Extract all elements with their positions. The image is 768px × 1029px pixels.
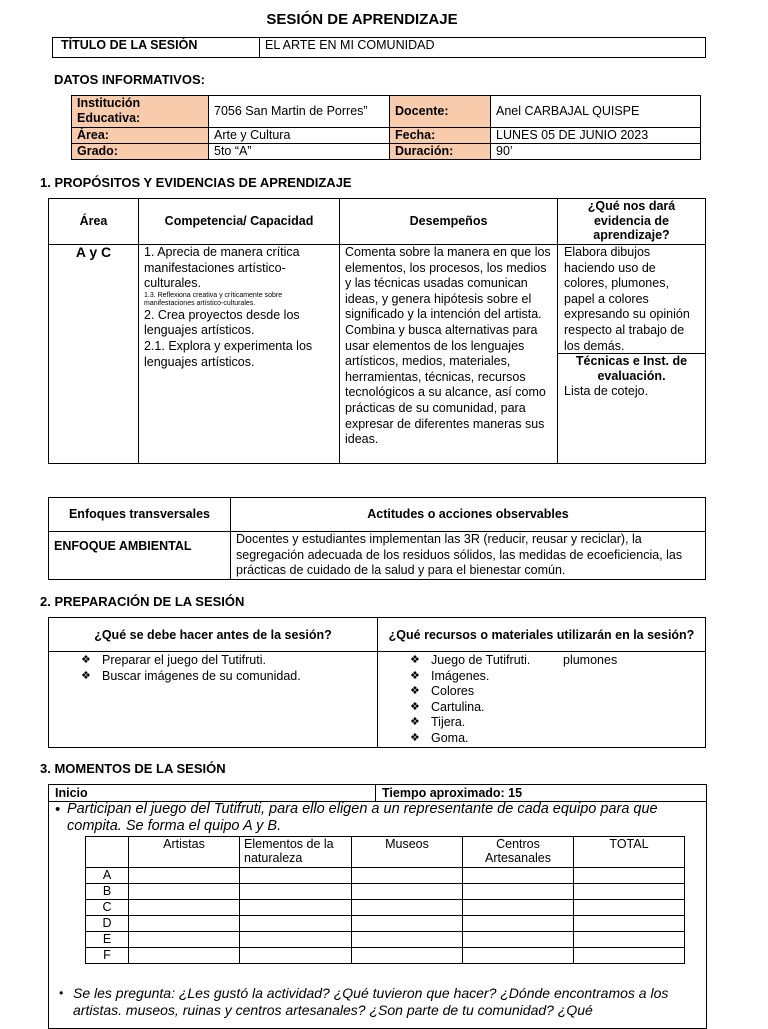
desempenos-cell [340,245,558,464]
paragraph-2: Se les pregunta: ¿Les gustó la actividad? ¿Qué tuvieron que hacer? ¿Dónde encontramos a los artistas. museos, ruinas y centros artesanales? ¿Son parte de tu comunidad? ¿Qué [73,985,669,1018]
table-row: F [86,948,685,964]
momentos-box [48,784,707,1029]
competencia-cell [139,245,340,464]
duracion-value: 90’ [491,144,701,160]
list-item: ❖ Tijera. [410,715,466,730]
session-title-label: TÍTULO DE LA SESIÓN [53,38,260,58]
tutifruti-grid [85,836,685,964]
inicio-label: Inicio [55,786,88,800]
tiempo-label: Tiempo aproximado: 15 [382,786,523,800]
inicio-divider [375,785,376,801]
diamond-bullet-icon: ❖ [81,669,91,682]
table-row: B [86,884,685,900]
bullet-1: • [55,802,61,818]
col-competencia-header: Competencia/ Capacidad [139,199,340,245]
list-item: ❖ Colores [410,684,475,699]
grado-value: 5to “A” [209,144,390,160]
diamond-bullet-icon: ❖ [410,731,420,744]
diamond-bullet-icon: ❖ [410,700,420,713]
list-item: ❖ Juego de Tutifruti. plumones [410,653,618,667]
section3-heading: 3. MOMENTOS DE LA SESIÓN [40,761,226,776]
area-value: Arte y Cultura [209,128,390,144]
docente-value: Anel CARBAJAL QUISPE [491,96,701,128]
session-title-table [52,37,706,58]
col-actitudes-header: Actitudes o acciones observables [231,498,706,532]
diamond-bullet-icon: ❖ [410,669,420,682]
fecha-value: LUNES 05 DE JUNIO 2023 [491,128,701,144]
grid-header: Centros Artesanales [463,837,574,868]
col-antes-header: ¿Qué se debe hacer antes de la sesión? [49,618,378,652]
col-evidencia-header: ¿Qué nos dará evidencia de aprendizaje? [558,199,706,245]
antes-cell [49,652,378,748]
fecha-label: Fecha: [390,128,491,144]
diamond-bullet-icon: ❖ [410,654,420,666]
table-row: A [86,868,685,884]
bullet-2: • [59,986,64,1000]
area-value-cell: A y C [49,245,139,464]
col-recursos-header: ¿Qué recursos o materiales utilizarán en la sesión? [378,618,706,652]
desempenos-1: Comenta sobre la manera en que los elementos, los procesos, los medios y las técnicas usadas comunican ideas, y genera hipótesis sobre el significado y la intención del artista. [345,245,551,322]
area-label: Área: [72,128,209,144]
grid-header: Artistas [129,837,240,868]
enfoques-table [48,497,706,580]
institucion-label: Institución Educativa: [72,96,209,128]
section2-heading: 2. PREPARACIÓN DE LA SESIÓN [40,594,245,609]
grid-corner [86,837,129,868]
list-item: ❖ Preparar el juego del Tutifruti. [81,653,266,667]
datos-table [71,95,701,160]
list-item: ❖ Goma. [410,730,469,745]
enfoque-value: ENFOQUE AMBIENTAL [49,532,231,580]
recursos-extra: plumones [563,653,618,667]
competencia-small: 1.3. Reflexiona creativa y críticamente sobre manifestaciones artístico-culturales. [144,291,283,307]
inicio-row [49,785,706,802]
paragraph-1: Participan el juego del Tutifruti, para ello eligen a un representante de cada equipo para que compita. Se forma el quipo A y B. [67,801,658,834]
table-row: E [86,932,685,948]
recursos-cell [378,652,706,748]
list-item: ❖ Cartulina. [410,699,485,714]
grid-header: Elementos de la naturaleza [240,837,352,868]
evidencia-cell [558,245,706,464]
grid-header: TOTAL [574,837,685,868]
institucion-value: 7056 San Martin de Porres” [209,96,390,128]
diamond-bullet-icon: ❖ [410,716,420,729]
preparacion-table [48,617,706,748]
competencia-1: 1. Aprecia de manera crítica manifestaciones artístico-culturales. [144,245,300,291]
section1-heading: 1. PROPÓSITOS Y EVIDENCIAS DE APRENDIZAJE [40,175,352,190]
evidencia-value: Elabora dibujos haciendo uso de colores, plumones, papel a colores expresando su opinión respecto al trabajo de los demás. [558,245,705,354]
table-row: D [86,916,685,932]
tecnicas-label: Técnicas e Inst. de evaluación. [575,354,688,383]
col-enfoques-header: Enfoques transversales [49,498,231,532]
competencia-3: 2.1. Explora y experimenta los lenguajes artísticos. [144,338,313,369]
diamond-bullet-icon: ❖ [81,654,91,666]
col-desempenos-header: Desempeños [340,199,558,245]
competencia-2: 2. Crea proyectos desde los lenguajes artísticos. [144,307,300,338]
list-item: ❖ Imágenes. [410,668,490,683]
page-title: SESIÓN DE APRENDIZAJE [266,11,458,28]
grid-header: Museos [352,837,463,868]
docente-label: Docente: [390,96,491,128]
propositos-table [48,198,706,464]
datos-heading: DATOS INFORMATIVOS: [54,72,205,87]
desempenos-2: Combina y busca alternativas para usar elementos de los lenguajes artísticos, medios, materiales, herramientas, técnicas, recursos tecnológicos a su alcance, así como prácticas de su comunidad, para expresar de diferentes maneras sus ideas. [345,322,546,447]
grado-label: Grado: [72,144,209,160]
list-item: ❖ Buscar imágenes de su comunidad. [81,668,301,683]
table-row: C [86,900,685,916]
session-title-value: EL ARTE EN MI COMUNIDAD [260,38,706,58]
tecnicas-value: Lista de cotejo. [564,384,649,398]
actitudes-value: Docentes y estudiantes implementan las 3R (reducir, reusar y reciclar), la segregación adecuada de los residuos sólidos, las medidas de ecoeficiencia, las prácticas de cuidado de la salud y para el bienestar común. [231,532,706,580]
duracion-label: Duración: [390,144,491,160]
diamond-bullet-icon: ❖ [410,685,420,698]
col-area-header: Área [49,199,139,245]
